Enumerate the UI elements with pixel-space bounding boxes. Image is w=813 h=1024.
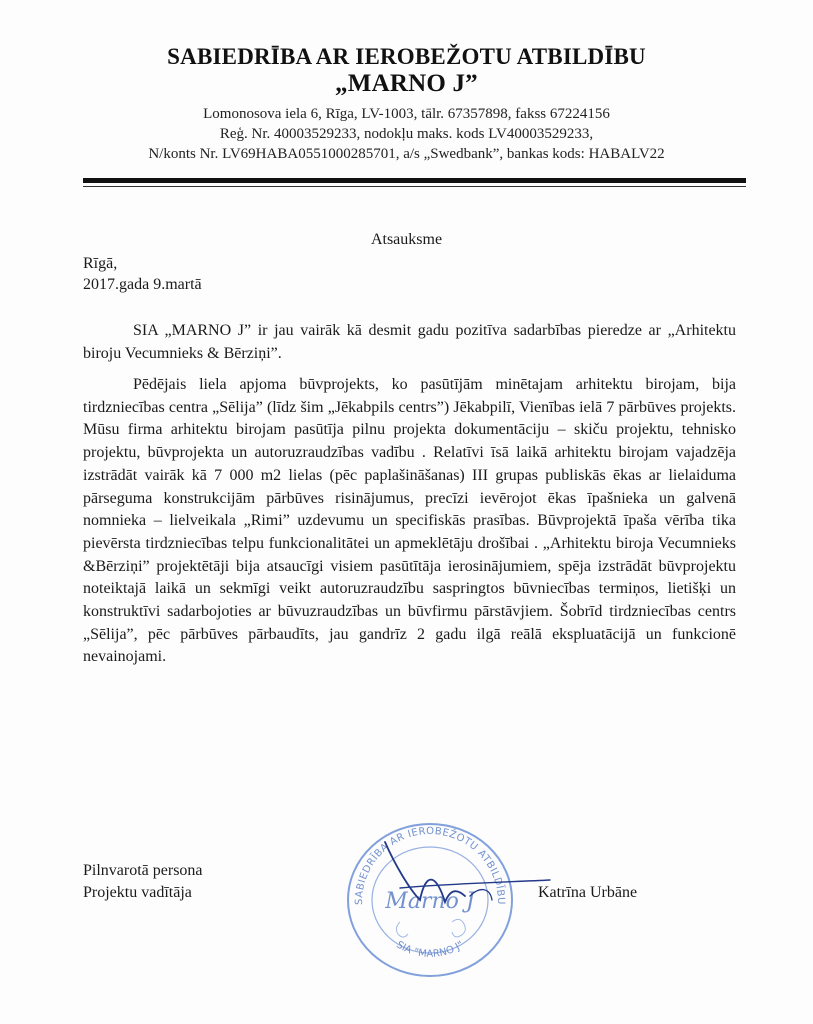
stamp-bottom-text: SIA "MARNO J"	[394, 939, 466, 960]
body-paragraph-1: SIA „MARNO J” ir jau vairāk kā desmit gadu pozitīva sadarbības pieredze ar „Arhitektu biroju Vecumnieks & Bērziņi”.	[83, 322, 736, 362]
document-date: 2017.gada 9.martā	[83, 276, 202, 293]
letterhead-divider-thin	[83, 186, 746, 187]
company-name-line1: SABIEDRĪBA AR IEROBEŽOTU ATBILDĪBU	[167, 44, 646, 69]
document-title: Atsauksme	[370, 231, 443, 248]
handwritten-signature	[340, 830, 560, 940]
signatory-name: Katrīna Urbāne	[538, 884, 638, 901]
signatory-role-line2: Projektu vadītāja	[83, 884, 192, 901]
document-place: Rīgā,	[83, 255, 118, 272]
company-address: Lomonosova iela 6, Rīga, LV-1003, tālr. 67357898, fakss 67224156	[203, 106, 610, 122]
body-paragraph-2: Pēdējais liela apjoma būvprojekts, ko pasūtījām minētajam arhitektu birojam, bija tirdzniecības centra „Sēlija” (līdz šim „Jēkabpils centrs”) Jēkabpilī, Vienības ielā 7 pārbūves projekts. Mūsu firma arhitektu birojam pasūtīja pilnu projekta dokumentāciju – skiču projektu, tehnisko projektu, būvprojekta un autoruzraudzības vadību . Relatīvi īsā laikā arhitektu birojam vajadzēja izstrādāt vairāk kā 7 000 m2 lielas (pēc paplašināšanas) III grupas publiskās ēkas ar lielaiduma pārseguma konstrukcijām pārbūves risinājumus, precīzi ievērojot ēkas īpašnieka un galvenā nomnieka – lielveikala „Rimi” uzdevumu un specifiskās prasības. Būvprojektā īpaša vērība tika pievērsta tirdzniecības telpu funkcionalitātei un apmeklētāju drošībai . „Arhitektu biroja Vecumnieks &Bērziņi” projektētāji bija atsaucīgi visiem pasūtītāja ierosinājumiem, spēja izstrādāt būvprojektu noteiktajā laikā un sekmīgi veikt autoruzraudzību saspringtos būvniecības termiņos, lietišķi un konstruktīvi sadarbojoties ar būvuzraudzības un būvfirmu pārstāvjiem. Šobrīd tirdzniecības centrs „Sēlija”, pēc pārbūves pārbaudīts, jau gandrīz 2 gadu ilgā reālā ekspluatācijā un funkcionē nevainojami.	[83, 376, 736, 666]
company-name-line2: „MARNO J”	[335, 70, 478, 97]
letterhead-divider-thick	[83, 178, 746, 183]
stamp-center-text: Marno J	[385, 889, 475, 914]
company-bank-details: N/konts Nr. LV69HABA0551000285701, a/s „Swedbank”, bankas kods: HABALV22	[148, 146, 665, 162]
signatory-role-line1: Pilnvarotā persona	[83, 862, 203, 879]
svg-text:SIA "MARNO J"	[394, 939, 466, 959]
company-registration: Reģ. Nr. 40003529233, nodokļu maks. kods LV40003529233,	[219, 126, 594, 142]
stamp-ring-text: SABIEDRĪBA AR IEROBEŽOTU ATBILDĪBU	[353, 825, 507, 906]
